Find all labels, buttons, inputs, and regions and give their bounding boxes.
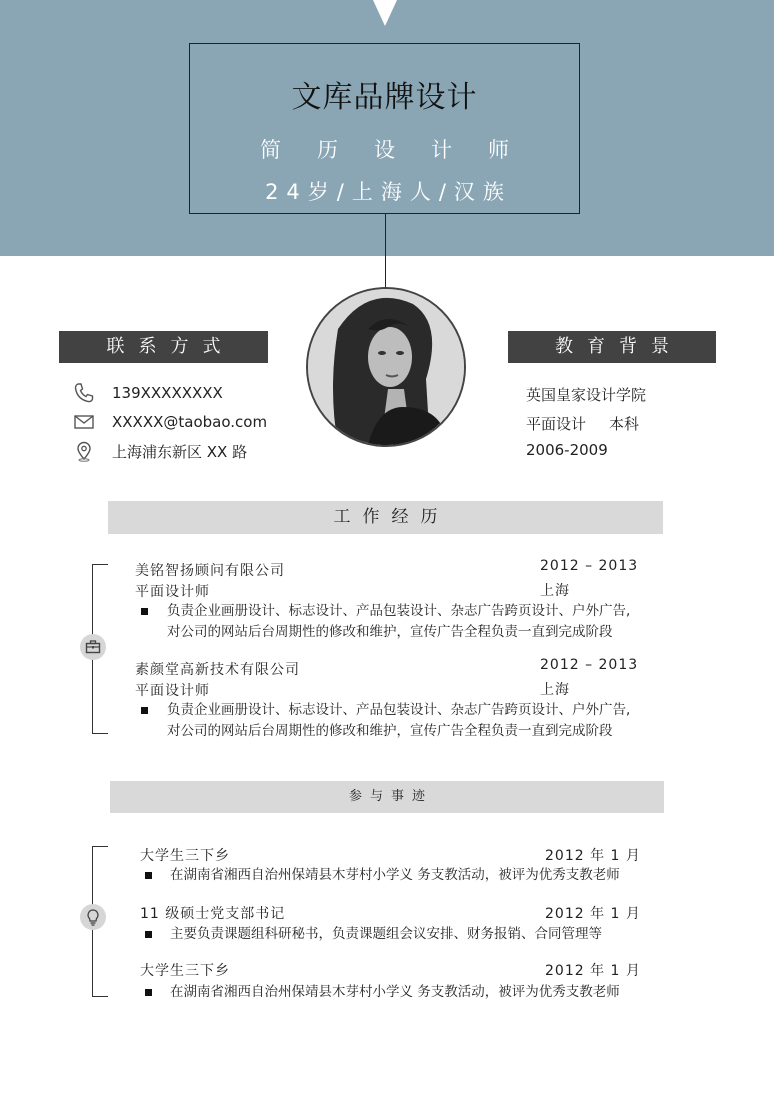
contact-email xyxy=(72,410,267,434)
envelope-icon xyxy=(72,410,96,434)
phone-icon xyxy=(72,381,96,405)
contact-phone xyxy=(72,381,223,405)
bullet xyxy=(145,931,152,938)
work-dates: 2012 – 2013 xyxy=(540,558,639,574)
header-notch xyxy=(373,0,397,26)
connector-line xyxy=(385,214,386,288)
education-heading: 教育背景 xyxy=(508,331,716,363)
school-name: 英国皇家设计学院 xyxy=(526,386,647,404)
work-desc-line: 负责企业画册设计、标志设计、产品包装设计、杂志广告跨页设计、户外广告, xyxy=(167,603,631,619)
bullet xyxy=(145,872,152,879)
bullet xyxy=(145,989,152,996)
activity-title: 大学生三下乡 xyxy=(140,848,230,864)
lightbulb-icon xyxy=(80,904,106,930)
degree: 本科 xyxy=(609,415,640,433)
activity-desc: 在湖南省湘西自治州保靖县木芽村小学义 务支教活动，被评为优秀支教老师 xyxy=(170,867,620,883)
contact-heading: 联系方式 xyxy=(59,331,268,363)
major: 平面设计 xyxy=(526,415,587,433)
activity-date: 2012 年 1 月 xyxy=(545,848,641,864)
work-location: 上海 xyxy=(540,682,570,698)
phone-number: 139XXXXXXXX xyxy=(112,384,223,402)
title-box xyxy=(189,43,580,214)
briefcase-icon xyxy=(80,634,106,660)
work-desc-line: 对公司的网站后台周期性的修改和维护，宣传广告全程负责一直到完成阶段 xyxy=(167,723,613,739)
avatar xyxy=(306,287,466,447)
education-years: 2006-2009 xyxy=(526,441,608,459)
personal-info: 24岁/上海人/汉族 xyxy=(265,180,512,204)
work-company: 美铭智扬顾问有限公司 xyxy=(135,563,285,579)
bullet xyxy=(141,707,148,714)
job-title: 简历设计师 xyxy=(260,138,545,162)
work-desc-line: 对公司的网站后台周期性的修改和维护，宣传广告全程负责一直到完成阶段 xyxy=(167,624,613,640)
work-desc-line: 负责企业画册设计、标志设计、产品包装设计、杂志广告跨页设计、户外广告, xyxy=(167,702,631,718)
activities-heading: 参与事迹 xyxy=(110,781,664,813)
location-pin-icon xyxy=(72,439,96,463)
work-company: 素颜堂高新技术有限公司 xyxy=(135,662,300,678)
activity-date: 2012 年 1 月 xyxy=(545,906,641,922)
street-address: 上海浦东新区 XX 路 xyxy=(112,442,248,461)
activity-title: 11 级硕士党支部书记 xyxy=(140,906,286,922)
resume-name: 文库品牌设计 xyxy=(291,80,478,115)
work-role: 平面设计师 xyxy=(135,683,210,699)
work-dates: 2012 – 2013 xyxy=(540,657,639,673)
activity-desc: 主要负责课题组科研秘书，负责课题组会议安排、财务报销、合同管理等 xyxy=(170,926,602,942)
work-location: 上海 xyxy=(540,583,570,599)
activity-title: 大学生三下乡 xyxy=(140,963,230,979)
email-address: XXXXX@taobao.com xyxy=(112,413,268,431)
work-heading: 工作经历 xyxy=(108,501,663,534)
bullet xyxy=(141,608,148,615)
activity-desc: 在湖南省湘西自治州保靖县木芽村小学义 务支教活动，被评为优秀支教老师 xyxy=(170,984,620,1000)
contact-address xyxy=(72,439,247,463)
activity-date: 2012 年 1 月 xyxy=(545,963,641,979)
work-role: 平面设计师 xyxy=(135,584,210,600)
